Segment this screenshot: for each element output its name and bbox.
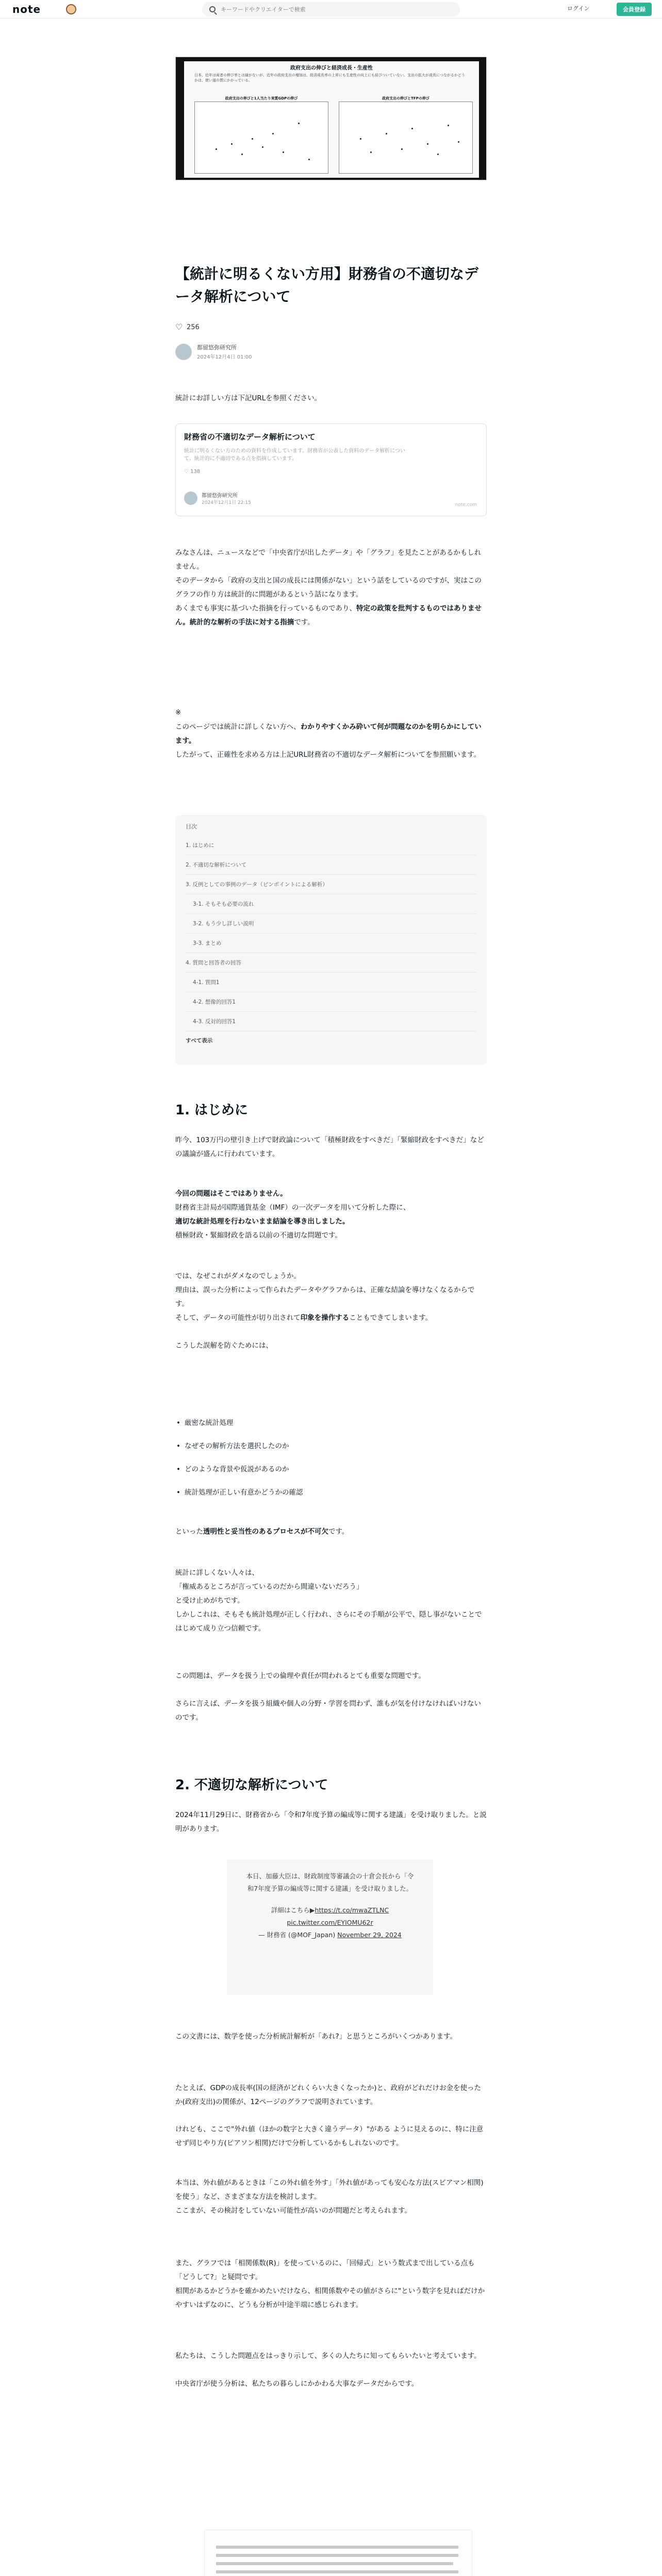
toc-item[interactable]: 1. はじめに bbox=[186, 836, 476, 855]
text: です。 bbox=[294, 618, 315, 626]
right-plot-title: 政府支出の伸びとTFPの伸び bbox=[382, 96, 429, 100]
search-input[interactable] bbox=[221, 6, 437, 13]
plot-dot bbox=[370, 151, 372, 153]
plot-dot bbox=[262, 146, 263, 148]
toc-show-all[interactable]: すべて表示 bbox=[186, 1038, 213, 1044]
card-text: 統計に明るくない方のための資料を作成しています。財務省が公表した資料のデータ解析について、統計的に不適切である点を指摘しています。 bbox=[184, 448, 405, 462]
paragraph: こうした誤解を防ぐためには、 bbox=[175, 1342, 273, 1350]
signup-button[interactable]: 会員登録 bbox=[617, 3, 652, 16]
site-header bbox=[0, 0, 662, 19]
paragraph: 今回の問題はそこではありません。 bbox=[175, 1190, 287, 1198]
toc-item[interactable]: 3-3. まとめ bbox=[186, 934, 476, 953]
left-scatter-plot bbox=[194, 96, 328, 174]
author-name[interactable]: 都留悠弥研究所 bbox=[197, 344, 237, 351]
plot-dot bbox=[427, 143, 428, 145]
bold-text: 透明性と妥当性のあるプロセスが不可欠 bbox=[203, 1528, 328, 1536]
paragraph: さらに言えば、データを扱う組織や個人の分野・学習を問わず、誰もが気を付けなければいけないのです。 bbox=[175, 1700, 481, 1722]
paragraph bbox=[175, 720, 487, 748]
tweet-detail-label: 詳細はこちら▶ bbox=[271, 1906, 315, 1914]
paragraph: 相関があるかどうかを確かめたいだけなら、相関係数やその値がさらに"という数字を見ればだけかやすいはずなのに、どうも分析が中途半端に感じられます。 bbox=[175, 2287, 485, 2309]
paragraph: しかしこれは、そもそも統計処理が正しく行われ、さらにその手順が公平で、隠し事がないことではじめて成り立つ信頼です。 bbox=[175, 1611, 482, 1633]
paragraph: この問題は、データを扱う上での倫理や責任が問われるとても重要な問題です。 bbox=[175, 1672, 425, 1680]
hero-image bbox=[175, 57, 487, 180]
note-logo[interactable]: note bbox=[12, 3, 41, 15]
toc-item[interactable]: 3-2. もう少し詳しい説明 bbox=[186, 914, 476, 934]
post-date: 2024年12月4日 01:00 bbox=[197, 354, 252, 360]
intro-text: 統計にお詳しい方は下記URLを参照ください。 bbox=[175, 394, 322, 402]
text: こともできてしまいます。 bbox=[349, 1314, 433, 1322]
paragraph: 本当は、外れ値があるときは「この外れ値を外す」「外れ値があっても安心な方法(スピアマン相関)を使う」など、さまざまな方法を検討します。 bbox=[175, 2179, 484, 2201]
paragraph: と受け止めがちです。 bbox=[175, 1597, 244, 1605]
card-like-count: 138 bbox=[190, 469, 201, 474]
paragraph: では、なぜこれがダメなのでしょうか。 bbox=[175, 1272, 301, 1280]
login-link[interactable]: ログイン bbox=[567, 5, 590, 12]
text: そして、データの可能性が切り出されて bbox=[175, 1314, 301, 1322]
list-item: • 厳密な統計処理 bbox=[175, 1412, 487, 1435]
bold-text: 特定の政策を批判するものではありません。統計的な解析の手法に対する指摘 bbox=[175, 604, 482, 626]
embedded-tweet bbox=[227, 1860, 433, 1995]
tweet-line: 本日、加藤大臣は、財政制度等審議会の十倉会長から「令 bbox=[246, 1872, 414, 1880]
doc-line bbox=[216, 2554, 458, 2557]
paragraph: 積極財政・緊縮財政を語る以前の不適切な問題です。 bbox=[175, 1231, 342, 1240]
text: あくまでも事実に基づいた指摘を行っているものであり、 bbox=[175, 604, 356, 613]
paragraph: 2024年11月29日に、財務省から「令和7年度予算の編成等に関する建議」を受け取りました。と説明があります。 bbox=[175, 1811, 487, 1833]
like-count: 256 bbox=[187, 324, 200, 331]
section-heading: 1. はじめに bbox=[175, 1103, 249, 1118]
card-likes: ♡ 138 bbox=[184, 469, 201, 474]
card-author-name: 都留悠弥研究所 bbox=[202, 493, 238, 499]
text: です。 bbox=[328, 1528, 349, 1536]
hero-figure-title: 政府支出の伸びと経済成長・生産性 bbox=[290, 65, 373, 71]
doc-line bbox=[216, 2562, 453, 2565]
tweet-image-link[interactable]: pic.twitter.com/EYIOMU62r bbox=[287, 1919, 373, 1926]
plot-dot bbox=[401, 148, 403, 150]
paragraph: したがって、正確性を求める方は上記URL財務省の不適切なデータ解析についてを参照願います。 bbox=[175, 751, 481, 759]
article-title: 【統計に明るくない方用】財務省の不適切なデータ解析について bbox=[175, 265, 479, 305]
mascot-icon bbox=[66, 4, 76, 14]
toc-heading[interactable]: 目次 bbox=[186, 823, 197, 830]
bold-text: 印象を操作する bbox=[300, 1314, 350, 1322]
list-item: • なぜその解析方法を選択したのか bbox=[175, 1435, 487, 1458]
paragraph: 私たちは、こうした問題点をはっきり示して、多くの人たちに知ってもらいたいと考えています。 bbox=[175, 2352, 481, 2360]
bullet-list bbox=[175, 1412, 487, 1504]
paragraph: そのデータから「政府の支出と国の成長には関係がない」という話をしているのですが、実はこのグラフの作り方は統計的に問題があるという話になります。 bbox=[175, 577, 482, 599]
doc-line bbox=[216, 2570, 458, 2573]
card-source: note.com bbox=[455, 502, 477, 507]
paragraph bbox=[175, 1525, 487, 1539]
card-date: 2024年12月1日 22:15 bbox=[202, 500, 251, 505]
document-image bbox=[204, 2530, 472, 2576]
toc-item[interactable]: 3-1. そもそも必要の流れ bbox=[186, 894, 476, 914]
paragraph: 理由は、誤った分析によって作られたデータやグラフからは、正確な結論を導けなくなるからです。 bbox=[175, 1286, 475, 1308]
list-item: • どのような背景や仮説があるのか bbox=[175, 1458, 487, 1481]
tweet-line: 和7年度予算の編成等に関する建議」を受け取りました。 bbox=[247, 1885, 413, 1892]
paragraph: 中央省庁が使う分析は、私たちの暮らしにかかわる大事なデータだからです。 bbox=[175, 2380, 419, 2388]
tweet-date-link[interactable]: November 29, 2024 bbox=[337, 1931, 402, 1939]
plot-dot bbox=[437, 154, 439, 155]
left-plot-title: 政府支出の伸びと1人当たり実質GDPの伸び bbox=[225, 96, 298, 100]
paragraph: 統計に詳しくない人々は、 bbox=[175, 1569, 259, 1577]
hero-figure-text: 日本、近年は両者の伸び率とは縁がないが、近年の政府支出の増加は、経済成長率の上昇にも生産性の向上にも結びついていない。支出の拡大が成長につながるかどうかは、使い道の質にかかっている。 bbox=[194, 73, 465, 82]
paragraph: 適切な統計処理を行わないまま結論を導き出しました。 bbox=[175, 1217, 350, 1226]
toc-item[interactable]: 4-1. 質問1 bbox=[186, 973, 476, 992]
plot-dot bbox=[360, 138, 361, 140]
card-title[interactable]: 財務省の不適切なデータ解析について bbox=[184, 432, 316, 442]
text: といった bbox=[175, 1528, 203, 1536]
plot-dot bbox=[216, 148, 217, 150]
paragraph: また、グラフでは「相関係数(R)」を使っているのに、「回帰式」という数式まで出している点も「どうして?」と疑問です。 bbox=[175, 2259, 475, 2281]
search-bar[interactable] bbox=[202, 2, 460, 16]
plot-dot bbox=[298, 123, 300, 124]
embed-card[interactable] bbox=[175, 423, 487, 516]
right-scatter-plot bbox=[339, 96, 473, 174]
tweet-link[interactable]: https://t.co/mwaZTLNC bbox=[315, 1906, 389, 1914]
search-icon bbox=[209, 6, 216, 12]
card-avatar bbox=[184, 492, 197, 505]
note-mark: ※ bbox=[175, 708, 181, 717]
plot-dot bbox=[272, 133, 274, 134]
plot-dot bbox=[252, 138, 253, 140]
toc-item[interactable]: 4-2. 想像的回答1 bbox=[186, 992, 476, 1012]
heart-icon[interactable] bbox=[175, 324, 183, 331]
like-row[interactable] bbox=[175, 324, 200, 331]
paragraph: けれども、ここで"外れ値（ほかの数字と大きく違うデータ）"がある ように見えるのに、特に注意せず同じやり方(ピアソン相関)だけで分析しているかもしれないのです。 bbox=[175, 2125, 484, 2147]
bold-text: わかりやすくかみ砕いて何が問題なのかを明らかにしています。 bbox=[175, 723, 482, 745]
plot-dot bbox=[231, 143, 233, 145]
toc-item[interactable]: 4-3. 反対的回答1 bbox=[186, 1012, 476, 1031]
toc-item[interactable]: 4. 質問と回答者の回答 bbox=[186, 953, 476, 973]
paragraph: みなさんは、ニュースなどで「中央省庁が出したデータ」や「グラフ」を見たことがあるかもしれません。 bbox=[175, 549, 482, 571]
plot-dot bbox=[411, 128, 413, 129]
author-block[interactable] bbox=[175, 343, 252, 360]
paragraph bbox=[175, 602, 487, 630]
plot-dot bbox=[458, 141, 459, 143]
paragraph: 「権威あるところが言っているのだから間違いないだろう」 bbox=[175, 1583, 363, 1591]
text: このページでは統計に詳しくない方へ、 bbox=[175, 723, 301, 731]
paragraph bbox=[175, 1311, 487, 1325]
avatar[interactable] bbox=[175, 344, 192, 360]
plot-dot bbox=[386, 133, 387, 134]
table-of-contents bbox=[175, 815, 487, 1065]
hero-figure bbox=[184, 61, 479, 178]
doc-line bbox=[216, 2546, 458, 2549]
tweet-link-row bbox=[227, 1904, 433, 1917]
toc-item[interactable]: 2. 不適切な解析について bbox=[186, 855, 476, 875]
section-heading: 2. 不適切な解析について bbox=[175, 1777, 328, 1793]
list-item: • 統計処理が正しい有意かどうかの確認 bbox=[175, 1481, 487, 1504]
paragraph: たとえば、GDPの成長率(国の経済がどれくらい大きくなったか)と、政府がどれだけお金を使ったか(政府支出)の関係が、12ページのグラフで説明されています。 bbox=[175, 2084, 482, 2106]
tweet-signature bbox=[227, 1929, 433, 1941]
paragraph: 昨今、103万円の壁引き上げで財政論について「積極財政をすべきだ」「緊縮財政をすべきだ」などの議論が盛んに行われています。 bbox=[175, 1136, 484, 1158]
plot-dot bbox=[448, 125, 449, 126]
plot-dot bbox=[283, 151, 284, 153]
paragraph: この文書には、数学を使った分析統計解析が「あれ?」と思うところがいくつかあります。 bbox=[175, 2032, 457, 2041]
plot-dot bbox=[308, 159, 310, 160]
paragraph: 財務省主計局が国際通貨基金（IMF）の一次データを用いて分析した際に、 bbox=[175, 1204, 410, 1212]
plot-dot bbox=[241, 154, 243, 155]
tweet-author: — 財務省 (@MOF_Japan) bbox=[258, 1931, 336, 1939]
card-author bbox=[184, 491, 251, 505]
toc-item[interactable]: 3. 反例としての事例のデータ（ピンポイントによる解析） bbox=[186, 875, 476, 894]
paragraph: ここまが、その検討をしていない可能性が高いのが問題だと考えられます。 bbox=[175, 2207, 411, 2215]
